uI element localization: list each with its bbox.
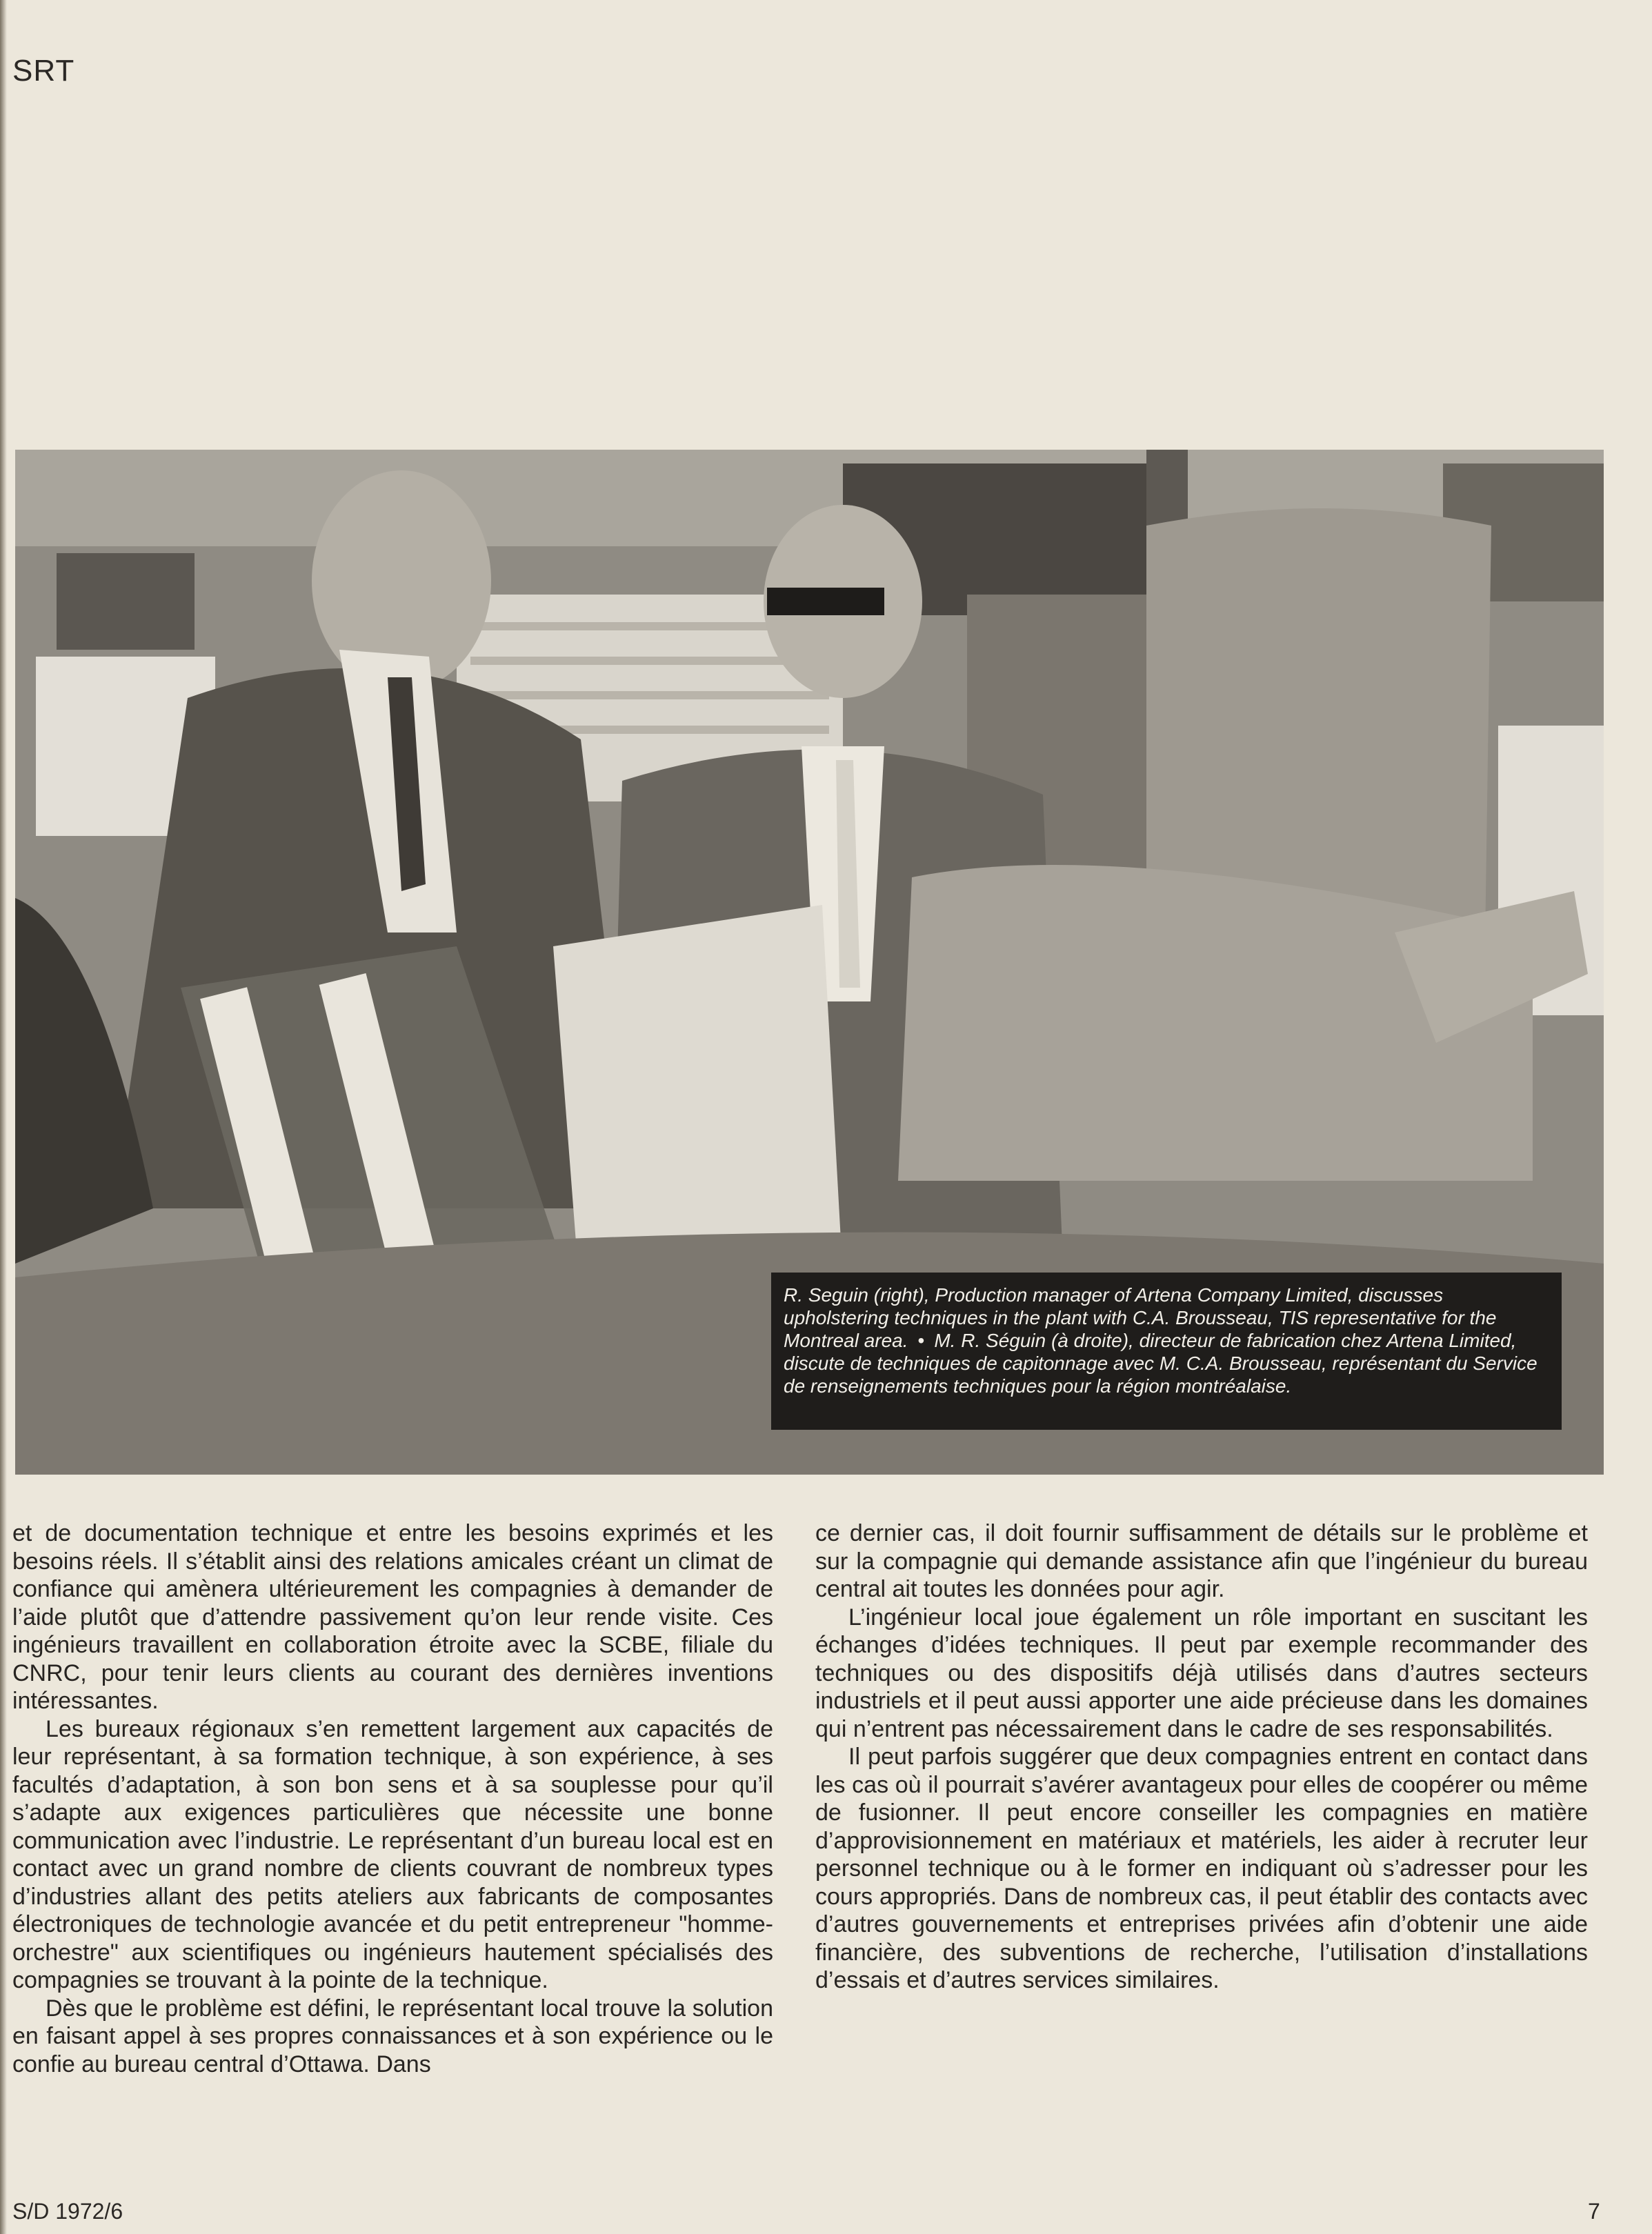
paragraph: et de documentation technique et entre les besoins exprimés et les besoins réels. Il s’établit ainsi des relations amicales créant un climat de confiance qui amènera ultérieurement les compagnies à demander de l’aide plutôt que d’attendre passivement qu’on leur rende visite. Ces ingénieurs travaillent en collaboration étroite avec la SCBE, filiale du CNRC, pour tenir leurs clients au courant des dernières inventions intéressantes.	[12, 1520, 773, 1714]
paragraph: L’ingénieur local joue également un rôle important en suscitant les échanges d’idées techniques. Il peut par exemple recommander des techniques ou des dispositifs déjà utilisés dans d’autres secteurs industriels et il peut aussi apporter une aide précieuse dans les domaines qui n’entrent pas nécessairement dans le cadre de ses responsabilités.	[815, 1604, 1588, 1742]
caption-separator-bullet: •	[917, 1330, 925, 1351]
article-left-column	[12, 1519, 773, 2078]
photo-caption	[771, 1273, 1562, 1430]
paragraph: Dès que le problème est défini, le représentant local trouve la solution en faisant appel à ses propres connaissances et à son expérience ou le confie au bureau central d’Ottawa. Dans	[12, 1995, 773, 2077]
caption-french: M. R. Séguin (à droite), directeur de fabrication chez Artena Limited, discute de techniques de capitonnage avec M. C.A. Brousseau, représentant du Service de renseignements techniques pour la région montréalaise.	[784, 1330, 1537, 1397]
paragraph: Il peut parfois suggérer que deux compagnies entrent en contact dans les cas où il pourrait s’avérer avantageux pour elles de coopérer ou même de fusionner. Il peut encore conseiller les compagnies en matière d’approvisionnement en matériaux et matériels, les aider à recruter leur personnel technique ou à le former en indiquant où s’adresser pour les cours appropriés. Dans de nombreux cas, il peut établir des contacts avec d’autres gouvernements et entreprises privées afin d’obtenir une aide financière, des subventions de recherche, l’utilisation d’installations d’essais et d’autres services similaires.	[815, 1744, 1588, 1993]
footer-page-number: 7	[1588, 2199, 1600, 2224]
article-right-column	[815, 1519, 1588, 1995]
section-tag: SRT	[12, 54, 75, 88]
binding-shadow	[0, 0, 7, 2234]
footer-publication: S/D 1972/6	[12, 2199, 123, 2224]
paragraph: Les bureaux régionaux s’en remettent largement aux capacités de leur représentant, à sa formation technique, à son expérience, à ses facultés d’adaptation, à son bon sens et à sa souplesse pour qu’il s’adapte aux exigences particulières que nécessite une bonne communication avec l’industrie. Le représentant d’un bureau local est en contact avec un grand nombre de clients couvrant de nombreux types d’industries allant des petits ateliers aux fabricants de composantes électroniques de technologie avancée et du petit entrepreneur "homme-orchestre" aux scientifiques ou ingénieurs hautement spécialisés des compagnies se trouvant à la pointe de la technique.	[12, 1715, 773, 1993]
paragraph: ce dernier cas, il doit fournir suffisamment de détails sur le problème et sur la compagnie qui demande assistance afin que l’ingénieur du bureau central ait toutes les données pour agir.	[815, 1520, 1588, 1602]
caption-english: R. Seguin (right), Production manager of Artena Company Limited, discusses upholstering techniques in the plant with C.A. Brousseau, TIS representative for the Montreal area.	[784, 1284, 1497, 1351]
